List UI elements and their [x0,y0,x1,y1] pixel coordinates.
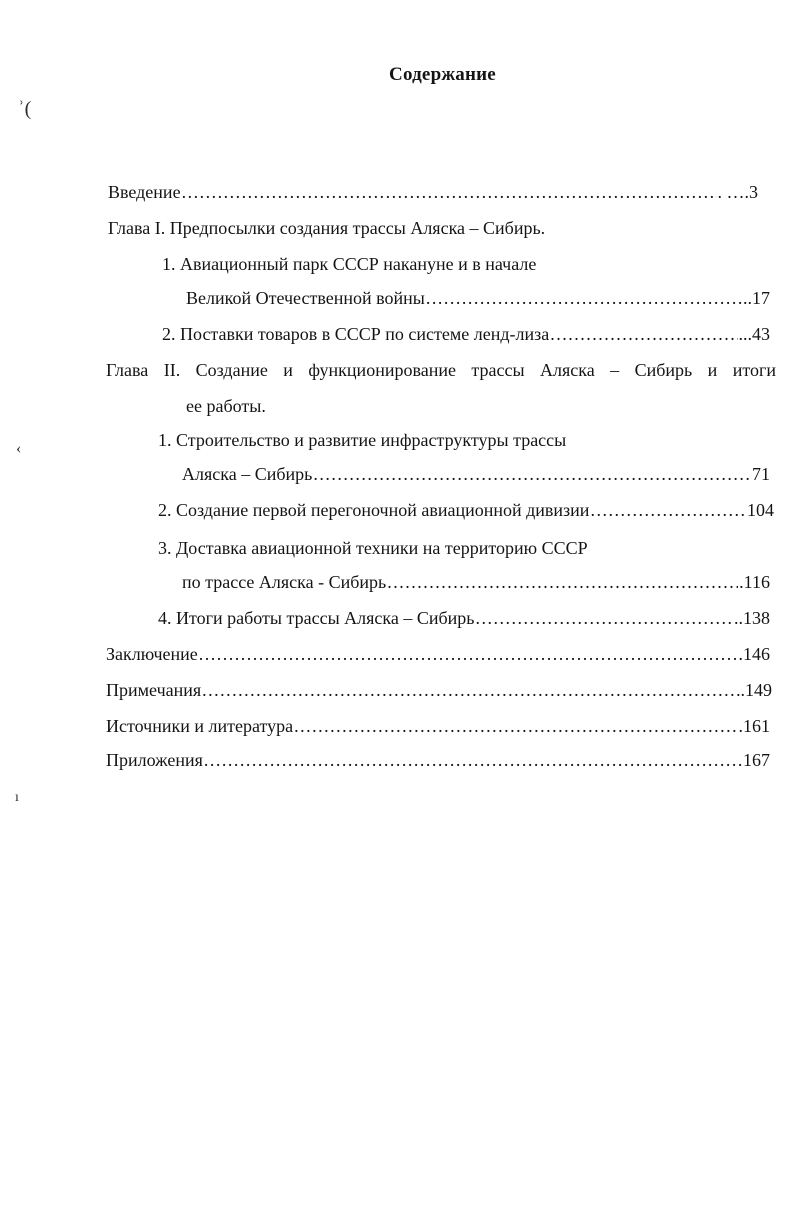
toc-label: Источники и литература [106,716,294,736]
toc-label: Великой Отечественной войны [186,288,425,308]
dot-leader [313,462,751,486]
toc-entry-appendix[interactable] [106,748,770,772]
toc-label: 4. Итоги работы трассы Аляска – Сибирь [158,608,475,628]
dot-leader [550,322,737,346]
dot-leader [202,678,739,702]
toc-ch1-item2[interactable] [162,322,770,346]
toc-page-number: .146 [738,644,770,664]
dot-leader [476,606,733,630]
dot-leader [387,570,738,594]
dot-leader [182,180,717,204]
toc-page-number: ..17 [743,288,770,308]
scan-mark: ı [15,790,19,805]
toc-ch2-item3-line1[interactable]: 3. Доставка авиационной техники на территорию СССР [158,538,588,558]
toc-label: Введение [108,182,181,202]
toc-label: Примечания [106,680,202,700]
toc-page-number: .161 [738,716,770,736]
toc-ch1-item1[interactable] [186,286,770,310]
toc-ch1-item1-line1[interactable]: 1. Авиационный парк СССР накануне и в начале [162,254,537,274]
toc-chapter-2-heading[interactable] [106,358,776,382]
toc-page-number: .149 [740,680,772,700]
toc-chapter-2-line1: Глава II. Создание и функционирование трассы Аляска – Сибирь и итоги [106,360,776,380]
dot-leader [426,286,742,310]
toc-chapter-2-line2: ее работы. [186,396,266,416]
toc-ch2-item4[interactable] [158,606,770,630]
toc-label: 2. Создание первой перегоночной авиационной дивизии [158,500,590,520]
toc-label: Аляска – Сибирь [182,464,313,484]
dot-leader [590,498,746,522]
toc-label: Приложения [106,750,203,770]
dot-leader [204,748,742,772]
toc-page-number: 167 [743,750,770,770]
toc-entry-conclusion[interactable] [106,642,770,666]
dot-leader [199,642,738,666]
toc-label: 2. Поставки товаров в СССР по системе ленд-лиза [162,324,550,344]
toc-entry-sources[interactable] [106,714,770,738]
toc-page-number: ...43 [738,324,770,344]
toc-ch2-item2[interactable] [158,498,774,522]
toc-page-number: .116 [739,572,770,592]
toc-label: по трассе Аляска - Сибирь [182,572,387,592]
toc-label: Заключение [106,644,198,664]
toc-ch2-item1-line1[interactable]: 1. Строительство и развитие инфраструктуры трассы [158,430,567,450]
scan-mark: ‹ [16,440,22,457]
toc-entry-introduction[interactable] [108,180,758,204]
toc-page-number: 104 [747,500,774,520]
toc-page-number: 71 [752,464,770,484]
toc-ch2-item3[interactable] [182,570,770,594]
scan-mark: ʾ( [18,98,32,120]
toc-chapter-1-heading[interactable]: Глава I. Предпосылки создания трассы Аляска – Сибирь. [108,218,546,238]
toc-page-number: . ….3 [717,182,758,202]
toc-entry-notes[interactable] [106,678,772,702]
toc-ch2-item1[interactable] [182,462,770,486]
dot-leader [294,714,737,738]
toc-page-number: ..138 [734,608,770,628]
page-title: Содержание [389,64,496,85]
